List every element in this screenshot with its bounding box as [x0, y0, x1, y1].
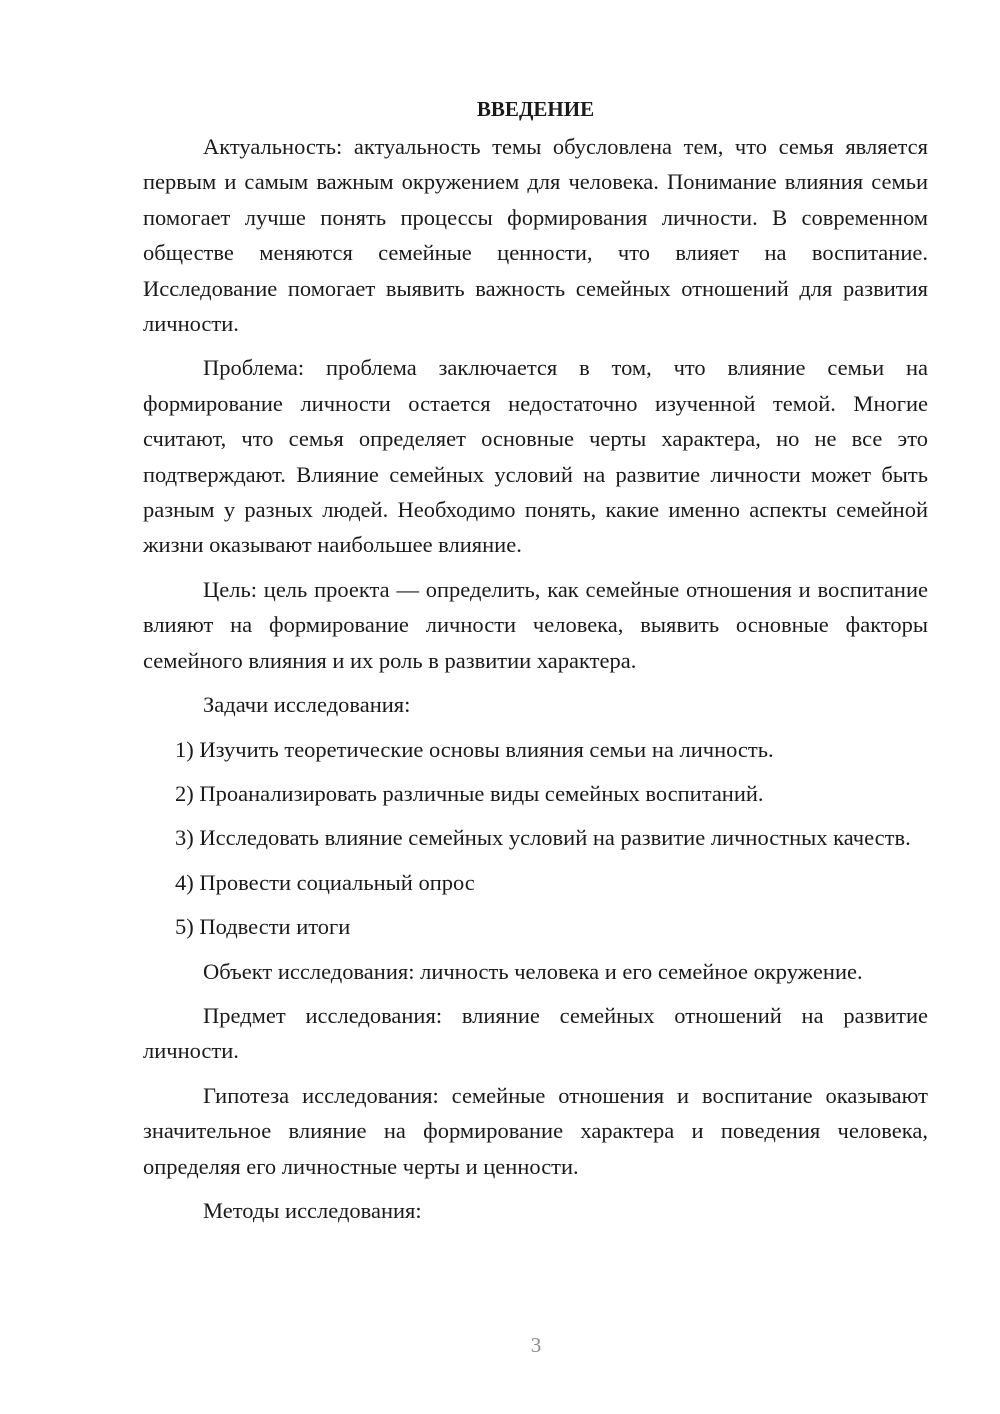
task-item-3: 3) Исследовать влияние семейных условий на развитие личностных качеств.: [175, 825, 911, 851]
task-item-5: 5) Подвести итоги: [175, 914, 351, 940]
section-title: ВВЕДЕНИЕ: [476, 97, 595, 121]
paragraph-goal: Цель: цель проекта — определить, как семейные отношения и воспитание влияют на формирование личности человека, выявить основные факторы семейного влияния и их роль в развитии характера.: [143, 576, 928, 673]
tasks-heading: Задачи исследования:: [203, 692, 411, 718]
paragraph-object: Объект исследования: личность человека и его семейное окружение.: [203, 958, 863, 984]
task-item-1: 1) Изучить теоретические основы влияния семьи на личность.: [175, 736, 774, 762]
page-content: [143, 92, 928, 1237]
paragraph-relevance: Актуальность: актуальность темы обусловлена тем, что семья является первым и самым важным окружением для человека. Понимание влияния семьи помогает лучше понять процессы формирования личности. В современном обществе меняются семейные ценности, что влияет на воспитание. Исследование помогает выявить важность семейных отношений для развития личности.: [143, 134, 928, 337]
paragraph-hypothesis: Гипотеза исследования: семейные отношения и воспитание оказывают значительное влияние на формирование характера и поведения человека, определяя его личностные черты и ценности.: [143, 1082, 928, 1179]
page-number: 3: [530, 1333, 542, 1357]
paragraph-problem: Проблема: проблема заключается в том, что влияние семьи на формирование личности остается недостаточно изученной темой. Многие считают, что семья определяет основные черты характера, но не все это подтверждают. Влияние семейных условий на развитие личности может быть разным у разных людей. Необходимо понять, какие именно аспекты семейной жизни оказывают наибольшее влияние.: [143, 355, 928, 558]
methods-heading: Методы исследования:: [203, 1197, 422, 1223]
task-item-2: 2) Проанализировать различные виды семейных воспитаний.: [175, 780, 764, 806]
task-item-4: 4) Провести социальный опрос: [175, 869, 475, 895]
paragraph-subject: Предмет исследования: влияние семейных отношений на развитие личности.: [143, 1002, 928, 1064]
